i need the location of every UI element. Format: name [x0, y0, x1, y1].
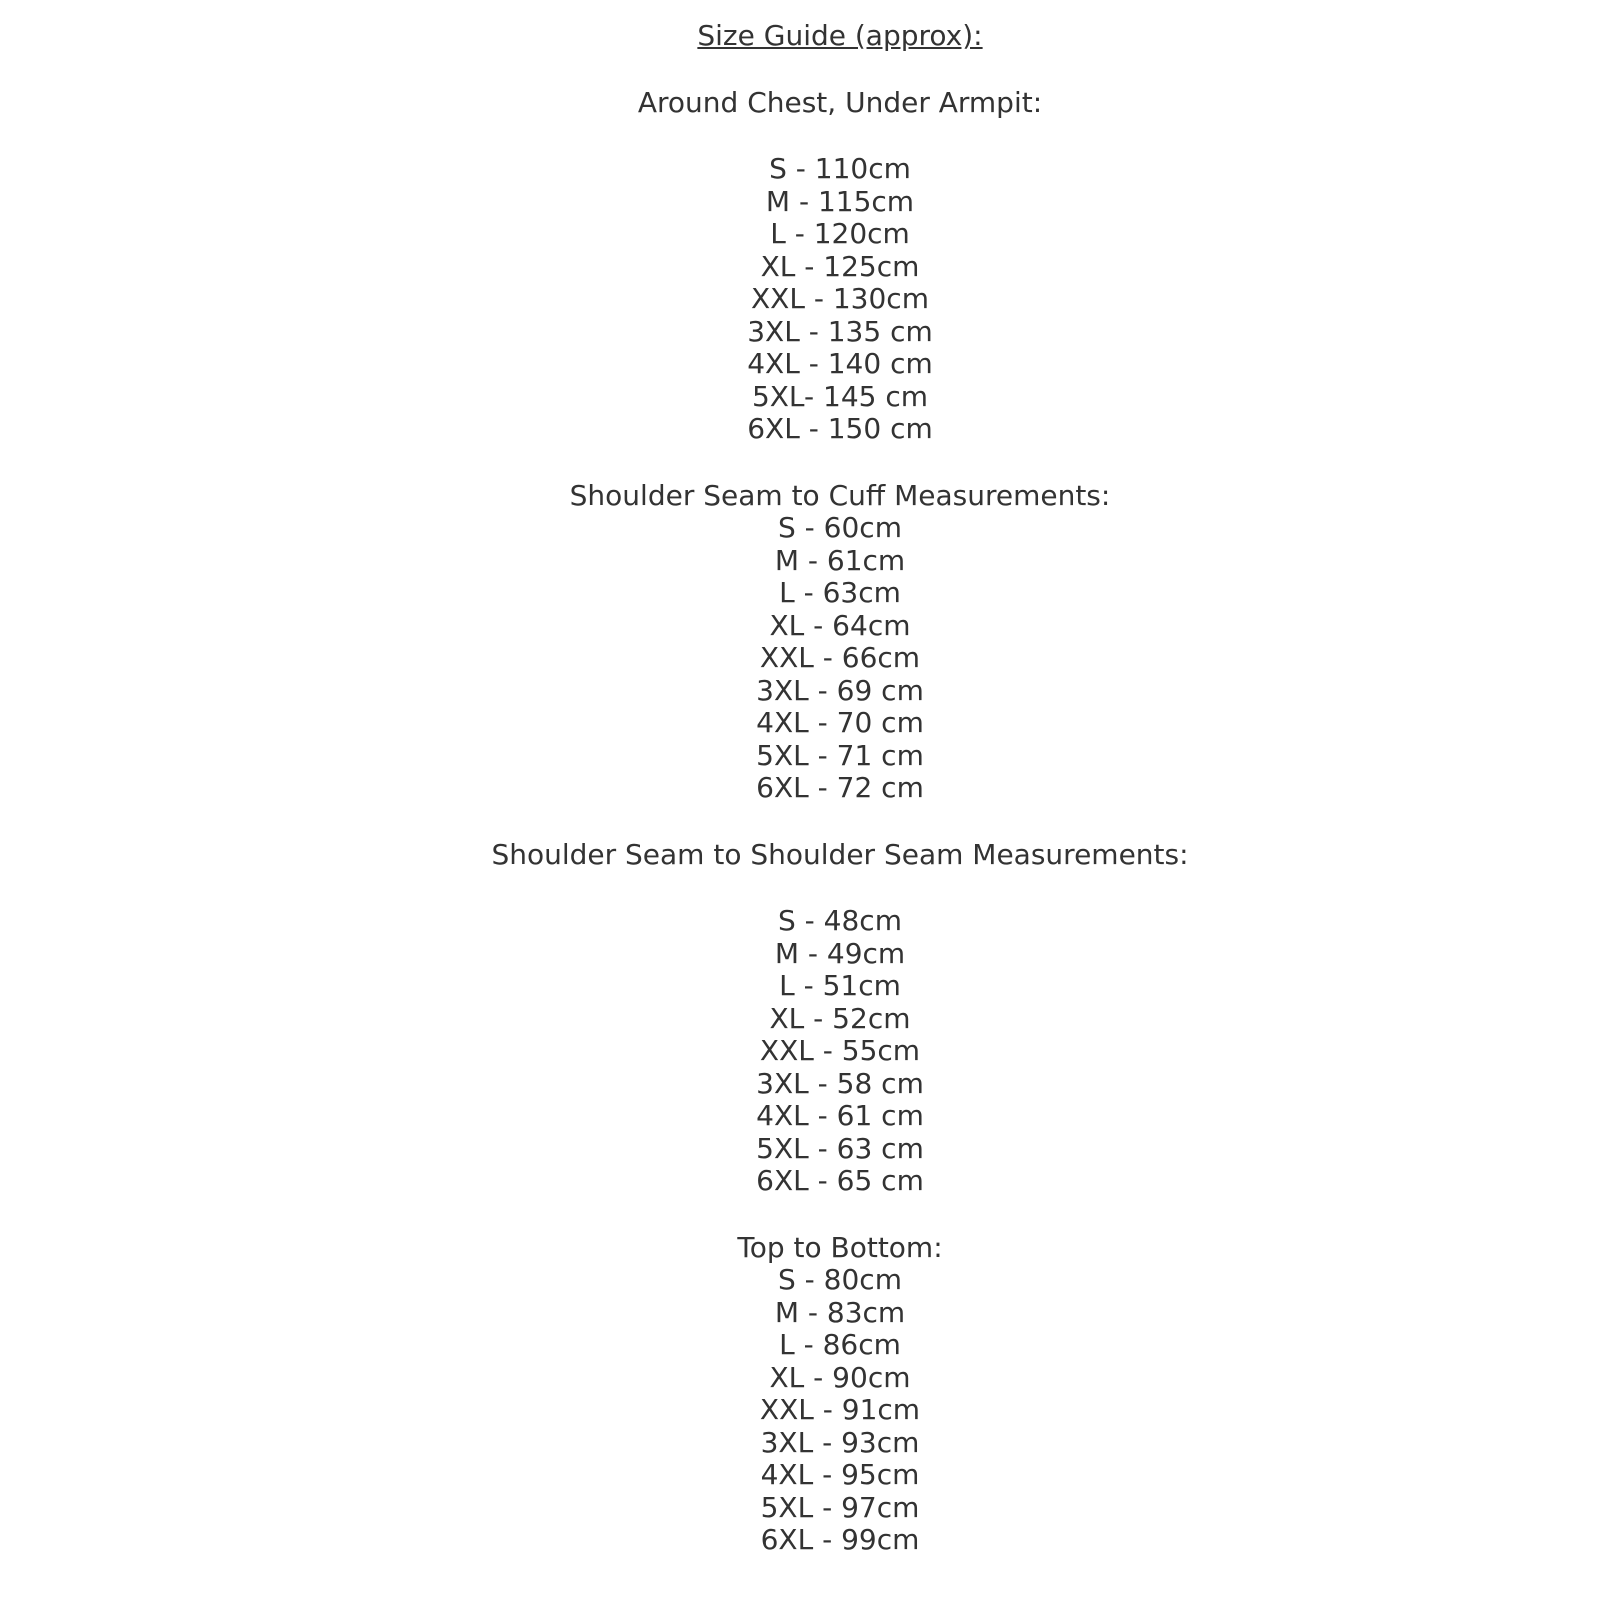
size-row: L - 86cm	[779, 1328, 901, 1361]
size-row: L - 63cm	[779, 576, 901, 609]
size-row: L - 120cm	[770, 217, 910, 250]
size-row: 5XL - 71 cm	[756, 738, 924, 772]
size-row: 4XL - 61 cm	[756, 1099, 924, 1132]
size-row: 3XL - 58 cm	[756, 1066, 924, 1100]
size-row: XL - 64cm	[769, 608, 911, 642]
size-row: 6XL - 99cm	[760, 1523, 920, 1556]
size-row: 3XL - 69 cm	[756, 673, 924, 707]
section-chest-heading-block	[80, 87, 1600, 120]
section-chest-rows	[80, 153, 1600, 446]
size-row: XXL - 91cm	[759, 1393, 921, 1426]
size-row: 4XL - 70 cm	[756, 706, 924, 739]
section-heading-chest: Around Chest, Under Armpit:	[637, 85, 1043, 119]
section-shoulder-heading-block	[80, 839, 1600, 872]
size-row: M - 61cm	[774, 543, 906, 577]
section-length	[80, 1232, 1600, 1557]
size-row: S - 80cm	[778, 1263, 902, 1296]
section-heading-shoulder: Shoulder Seam to Shoulder Seam Measurements:	[491, 837, 1189, 871]
size-row: S - 110cm	[769, 152, 911, 185]
size-row: XL - 90cm	[769, 1360, 911, 1394]
section-heading-cuff: Shoulder Seam to Cuff Measurements:	[569, 478, 1111, 512]
size-row: L - 51cm	[779, 969, 901, 1002]
section-heading-length: Top to Bottom:	[737, 1230, 943, 1264]
size-row: M - 49cm	[774, 936, 906, 970]
page-title-text: Size Guide (approx):	[697, 19, 983, 52]
size-row: 5XL - 63 cm	[756, 1131, 924, 1165]
size-row: S - 48cm	[778, 904, 902, 937]
section-cuff	[80, 480, 1600, 805]
size-row: 5XL - 97cm	[760, 1490, 920, 1524]
title-block	[80, 20, 1600, 53]
size-row: XXL - 66cm	[759, 641, 921, 674]
size-row: 4XL - 140 cm	[747, 347, 933, 380]
size-row: 6XL - 65 cm	[756, 1164, 924, 1197]
size-row: 4XL - 95cm	[760, 1458, 920, 1491]
size-row: 5XL- 145 cm	[751, 379, 929, 413]
size-row: 3XL - 93cm	[760, 1425, 920, 1459]
size-row: M - 115cm	[765, 184, 915, 218]
size-row: M - 83cm	[774, 1295, 906, 1329]
size-guide-document	[80, 0, 1600, 1557]
section-shoulder-rows	[80, 905, 1600, 1198]
size-row: XL - 125cm	[760, 249, 920, 283]
page-title	[80, 20, 1600, 53]
size-row: XXL - 55cm	[759, 1034, 921, 1067]
size-row: XXL - 130cm	[751, 282, 929, 315]
size-row: 3XL - 135 cm	[747, 314, 933, 348]
size-row: XL - 52cm	[769, 1001, 911, 1035]
size-row: S - 60cm	[778, 511, 902, 544]
size-row: 6XL - 150 cm	[747, 412, 933, 445]
size-row: 6XL - 72 cm	[756, 771, 924, 804]
